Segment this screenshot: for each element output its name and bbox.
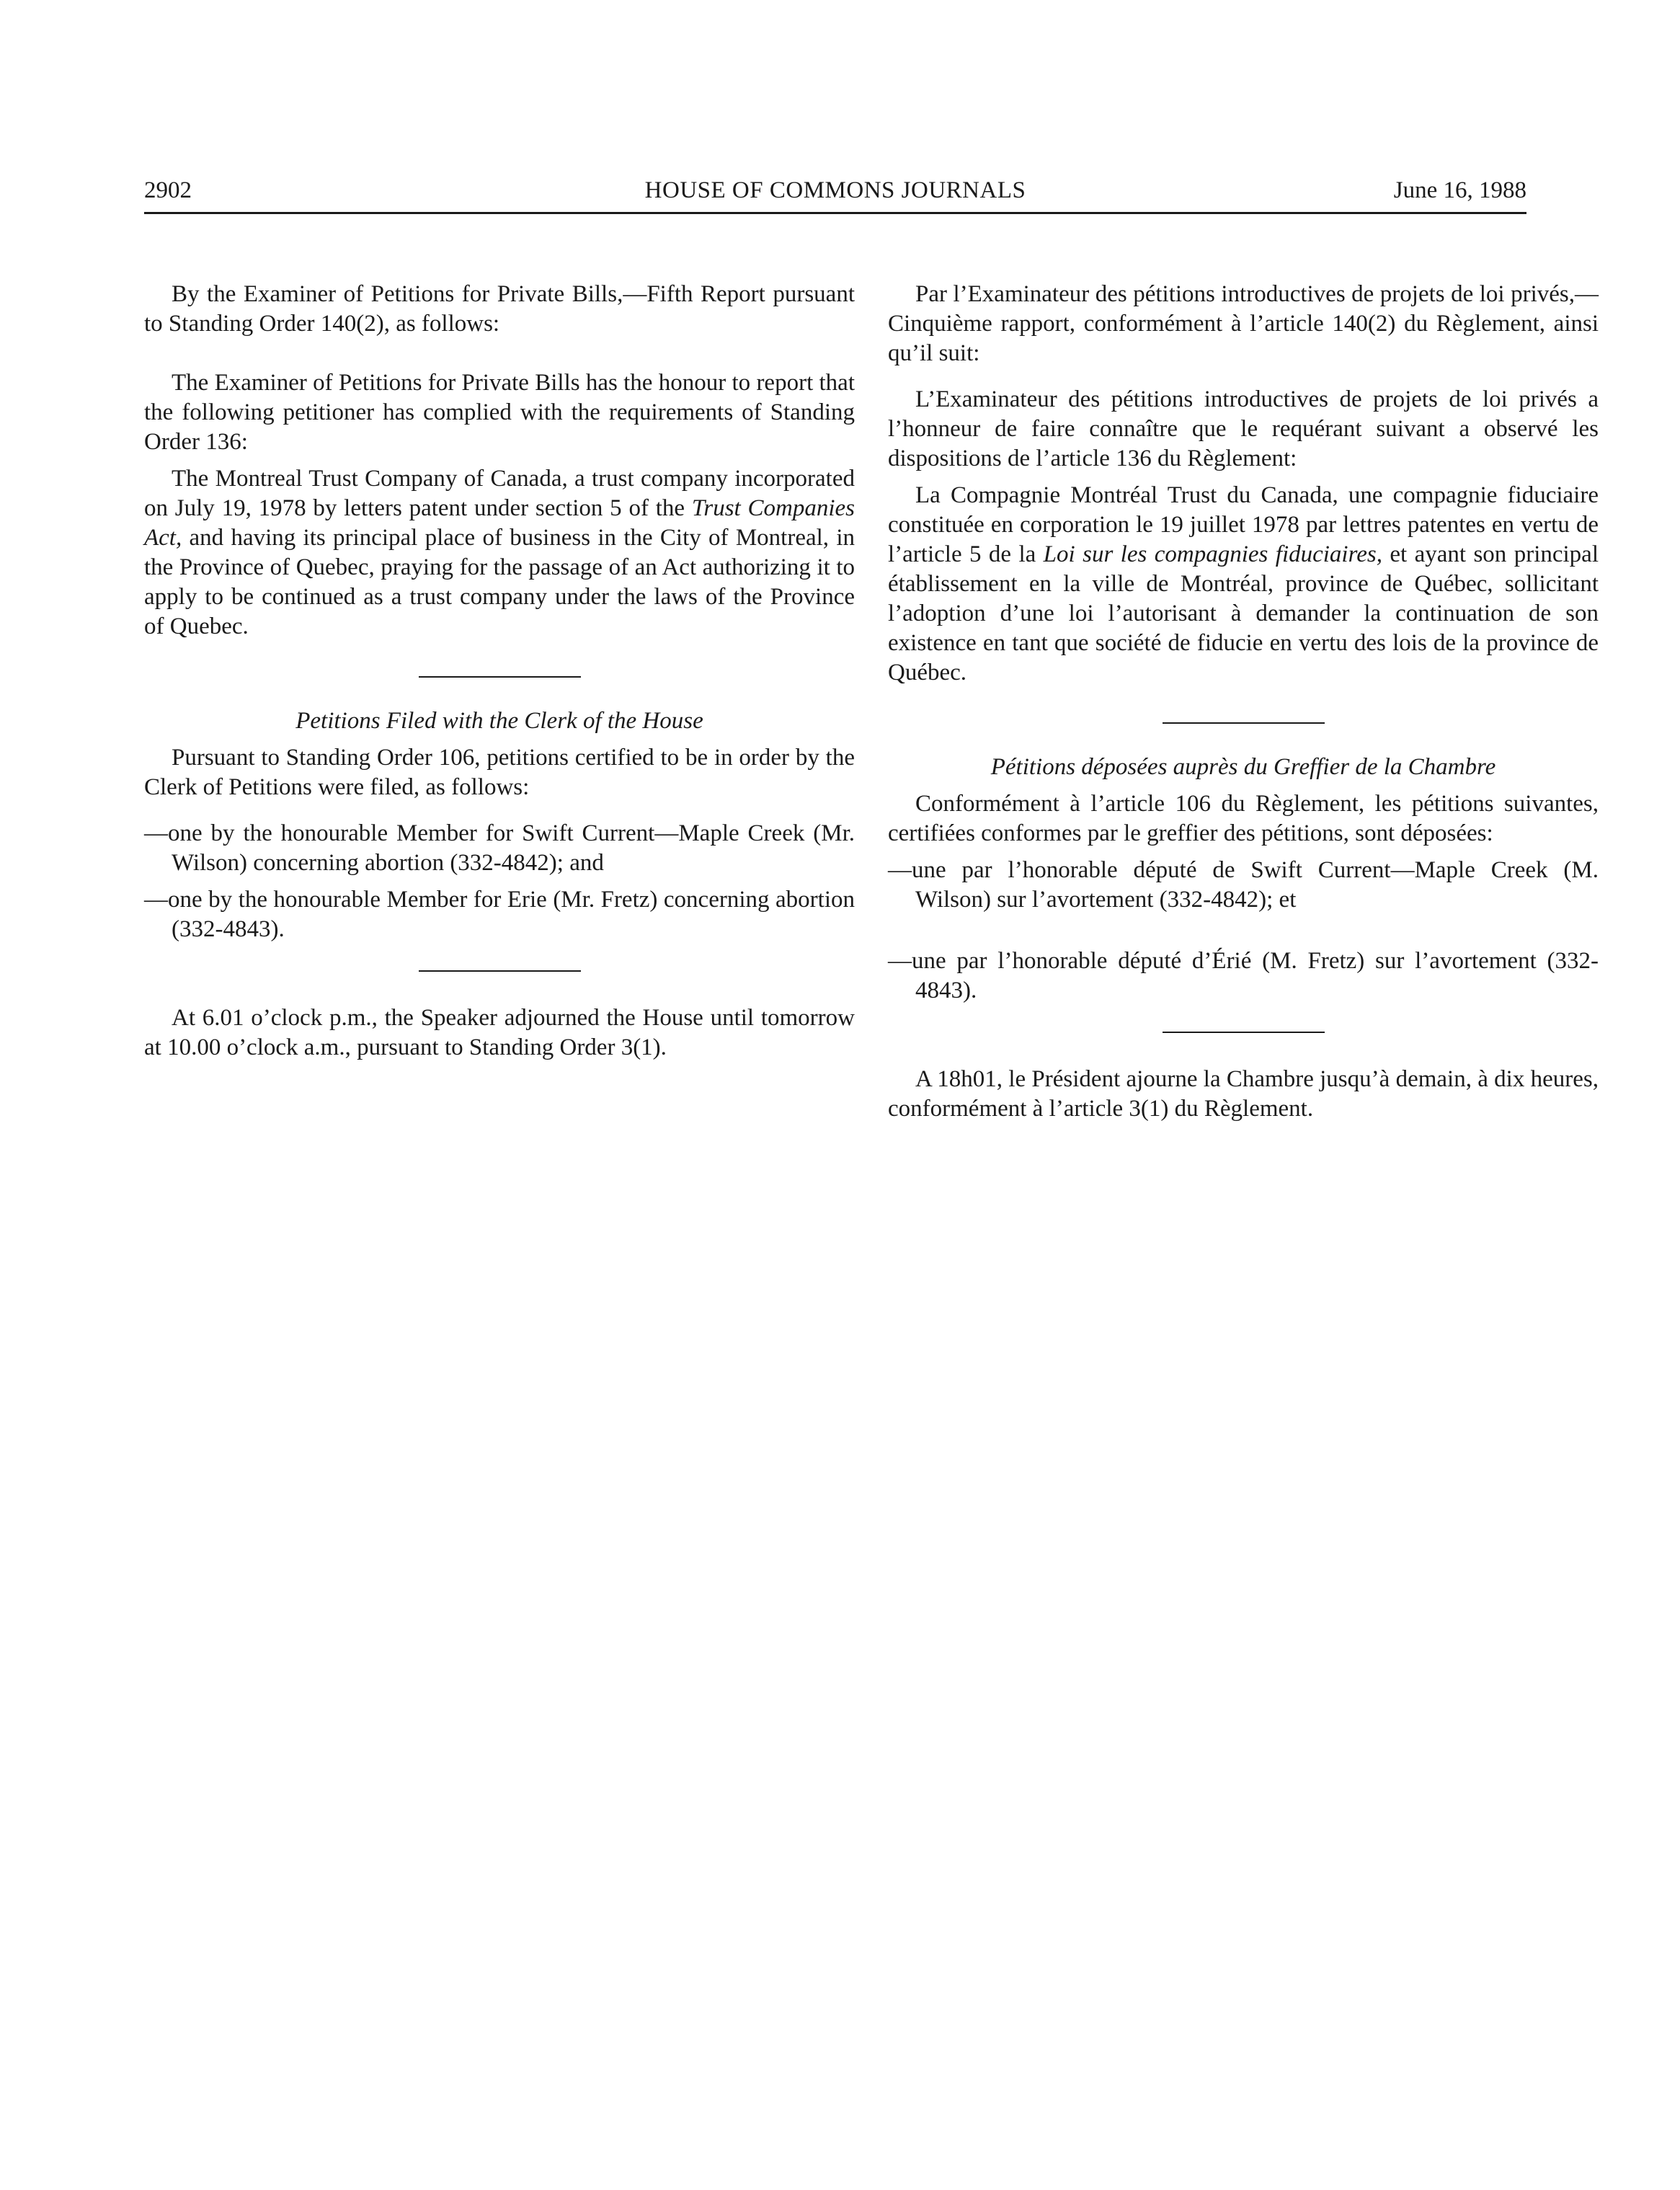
act-title: Trust Companies Act, xyxy=(144,495,855,551)
adjournment-text: At 6.01 o’clock p.m., the Speaker adjourned the House until tomorrow at 10.00 o’clock a.m., pursuant to Standing Order 3(1). xyxy=(144,1005,855,1060)
petitioner-text-end: and having its principal place of business in the City of Montreal, in the Province of Quebec, praying for the passage of an Act authorizing it to apply to be continued as a trust company under the laws of the Province of Quebec. xyxy=(144,525,855,639)
petition-item-fr: —une par l’honorable député de Swift Current—Maple Creek (M. Wilson) sur l’avortement (332-4842); et xyxy=(888,857,1599,913)
page-header xyxy=(144,172,1526,214)
petitions-heading: Petitions Filed with the Clerk of the House xyxy=(295,708,703,734)
report-intro: By the Examiner of Petitions for Private Bills,—Fifth Report pursuant to Standing Order 140(2), as follows: xyxy=(144,281,855,337)
section-divider-fr xyxy=(1163,1032,1325,1033)
section-divider xyxy=(419,676,581,678)
report-intro-fr: Par l’Examinateur des pétitions introductives de projets de loi privés,—Cinquième rapport, conformément à l’article 140(2) du Règlement, ainsi qu’il suit: xyxy=(888,281,1599,366)
petition-item-fr: —une par l’honorable député d’Érié (M. Fretz) sur l’avortement (332-4843). xyxy=(888,948,1599,1003)
report-body: The Examiner of Petitions for Private Bills has the honour to report that the following petitioner has complied with the requirements of Standing Order 136: xyxy=(144,370,855,455)
petitioner-text-start: The Montreal Trust Company of Canada, a trust company incorporated on July 19, 1978 by letters patent under section 5 of the xyxy=(144,466,855,521)
french-column xyxy=(888,280,1599,1124)
page-number: 2902 xyxy=(144,177,192,203)
petition-item: —one by the honourable Member for Swift Current—Maple Creek (Mr. Wilson) concerning abortion (332-4842); and xyxy=(144,820,855,876)
petitioner-text-fr xyxy=(888,481,1599,688)
section-divider-fr xyxy=(1163,722,1325,724)
report-body-fr: L’Examinateur des pétitions introductives de projets de loi privés a l’honneur de faire connaître que le requérant suivant a observé les dispositions de l’article 136 du Règlement: xyxy=(888,386,1599,471)
adjournment-text-fr: A 18h01, le Président ajourne la Chambre jusqu’à demain, à dix heures, conformément à l’article 3(1) du Règlement. xyxy=(888,1066,1599,1122)
petitions-heading-fr: Pétitions déposées auprès du Greffier de la Chambre xyxy=(990,754,1496,780)
petition-item: —one by the honourable Member for Erie (Mr. Fretz) concerning abortion (332-4843). xyxy=(144,887,855,942)
journal-date: June 16, 1988 xyxy=(1393,177,1526,203)
section-divider xyxy=(419,970,581,972)
english-column xyxy=(144,280,855,1063)
petitions-intro-fr: Conformément à l’article 106 du Règlement, les pétitions suivantes, certifiées conformes par le greffier des pétitions, sont déposées: xyxy=(888,791,1599,846)
petitioner-text-start-fr: La Compagnie Montréal Trust du Canada, une compagnie fiduciaire constituée en corporation le 19 juillet 1978 par lettres patentes en vertu de l’article 5 de la xyxy=(888,482,1599,567)
petitioner-text-end-fr: et ayant son principal établissement en la ville de Montréal, province de Québec, sollicitant l’adoption d’une loi l’autorisant à demander la continuation de son existence en tant que société de fiducie en vertu des lois de la province de Québec. xyxy=(888,541,1599,686)
petitioner-text xyxy=(144,464,855,642)
journal-title: HOUSE OF COMMONS JOURNALS xyxy=(644,177,1026,203)
petitions-intro: Pursuant to Standing Order 106, petitions certified to be in order by the Clerk of Petitions were filed, as follows: xyxy=(144,745,855,800)
act-title-fr: Loi sur les compagnies fiduciaires, xyxy=(1043,541,1382,567)
